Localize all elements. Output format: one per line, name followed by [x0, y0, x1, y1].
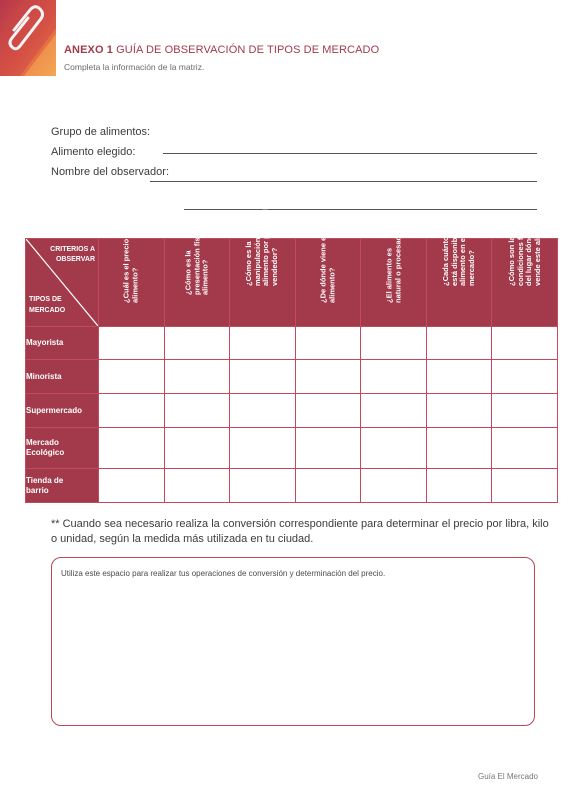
- table-cell[interactable]: [230, 360, 296, 394]
- table-cell[interactable]: [492, 360, 558, 394]
- chosen-food-label: Alimento elegido:: [51, 146, 136, 158]
- table-cell[interactable]: [164, 394, 230, 428]
- title-text: GUÍA DE OBSERVACIÓN DE TIPOS DE MERCADO: [116, 44, 380, 56]
- table-cell[interactable]: [492, 327, 558, 360]
- column-header-text: ¿De dónde viene ese alimento?: [318, 228, 336, 303]
- calculation-box[interactable]: [51, 557, 535, 726]
- title-annex: ANEXO 1: [64, 44, 113, 56]
- table-cell[interactable]: [99, 428, 165, 469]
- column-header: [164, 213, 230, 327]
- table-row: [26, 394, 558, 428]
- corner-decoration: [0, 0, 56, 76]
- chosen-food-line[interactable]: [163, 153, 537, 154]
- criteria-label: CRITERIOS A OBSERVAR: [50, 246, 95, 263]
- observer-name-line[interactable]: [150, 181, 537, 182]
- table-cell[interactable]: [295, 327, 361, 360]
- table-cell[interactable]: [295, 394, 361, 428]
- row-header: Supermercado: [26, 394, 99, 428]
- page-subtitle: Completa la información de la matriz.: [64, 62, 205, 72]
- calculation-box-instruction: Utiliza este espacio para realizar tus operaciones de conversión y determinación del precio.: [61, 569, 386, 578]
- food-group-label: Grupo de alimentos:: [51, 126, 151, 138]
- table-cell[interactable]: [492, 394, 558, 428]
- table-cell[interactable]: [361, 394, 427, 428]
- page-footer: Guía El Mercado: [477, 772, 538, 781]
- table-cell[interactable]: [99, 394, 165, 428]
- page-title: [64, 44, 379, 56]
- row-header: Mayorista: [26, 327, 99, 360]
- column-header-text: ¿El alimento es natural o procesado?: [384, 226, 402, 303]
- column-header-text: ¿Cuál es el precio del alimento?: [121, 225, 140, 303]
- column-header-text: ¿Cómo son las condiciones físicas del lugar dónde se vende este alimento?: [506, 209, 542, 286]
- row-header: Minorista: [26, 360, 99, 394]
- table-row: [26, 360, 558, 394]
- column-header-text: ¿Cómo es la manipulación del alimento por parte del vendedor?: [244, 207, 279, 286]
- extra-line[interactable]: [184, 209, 537, 210]
- table-cell[interactable]: [164, 327, 230, 360]
- column-header: [492, 209, 558, 327]
- table-cell[interactable]: [164, 428, 230, 469]
- table-cell[interactable]: [361, 469, 427, 503]
- observer-name-label: Nombre del observador:: [51, 166, 170, 178]
- table-cell[interactable]: [426, 394, 492, 428]
- table-cell[interactable]: [361, 360, 427, 394]
- observation-matrix: [25, 207, 558, 503]
- column-header: [361, 226, 427, 327]
- row-header: Tienda de barrio: [26, 469, 99, 503]
- column-header: [295, 228, 361, 327]
- table-cell[interactable]: [361, 327, 427, 360]
- table-cell[interactable]: [426, 360, 492, 394]
- market-types-label: TIPOS DE MERCADO: [29, 296, 66, 314]
- table-cell[interactable]: [164, 360, 230, 394]
- table-cell[interactable]: [99, 469, 165, 503]
- table-cell[interactable]: [426, 428, 492, 469]
- table-row: [26, 428, 558, 469]
- header-row: [26, 239, 558, 327]
- table-cell[interactable]: [295, 469, 361, 503]
- table-cell[interactable]: [492, 428, 558, 469]
- table-cell[interactable]: [295, 428, 361, 469]
- table-cell[interactable]: [99, 360, 165, 394]
- column-header: [230, 207, 296, 327]
- table-cell[interactable]: [230, 394, 296, 428]
- table-cell[interactable]: [492, 469, 558, 503]
- table-cell[interactable]: [295, 360, 361, 394]
- table-cell[interactable]: [230, 428, 296, 469]
- table-cell[interactable]: [361, 428, 427, 469]
- matrix-corner: [26, 239, 99, 327]
- conversion-note: ** Cuando sea necesario realiza la conversión correspondiente para determinar el precio por libra, kilo o unidad, según la medida más utilizada en tu ciudad.: [51, 518, 549, 545]
- table-row: [26, 327, 558, 360]
- table-cell[interactable]: [164, 469, 230, 503]
- column-header-text: ¿Cada cuánto tiempo está disponible ese alimento en el mercado?: [441, 209, 476, 286]
- column-header: [426, 209, 492, 327]
- row-header: Mercado Ecológico: [26, 428, 99, 469]
- table-cell[interactable]: [99, 327, 165, 360]
- table-cell[interactable]: [230, 469, 296, 503]
- table-cell[interactable]: [230, 327, 296, 360]
- column-header: [99, 225, 165, 327]
- page-header: [64, 44, 379, 72]
- column-header-text: ¿Cómo es la presentación física del alimento?: [183, 213, 210, 295]
- table-cell[interactable]: [426, 469, 492, 503]
- table-row: [26, 469, 558, 503]
- table-cell[interactable]: [426, 327, 492, 360]
